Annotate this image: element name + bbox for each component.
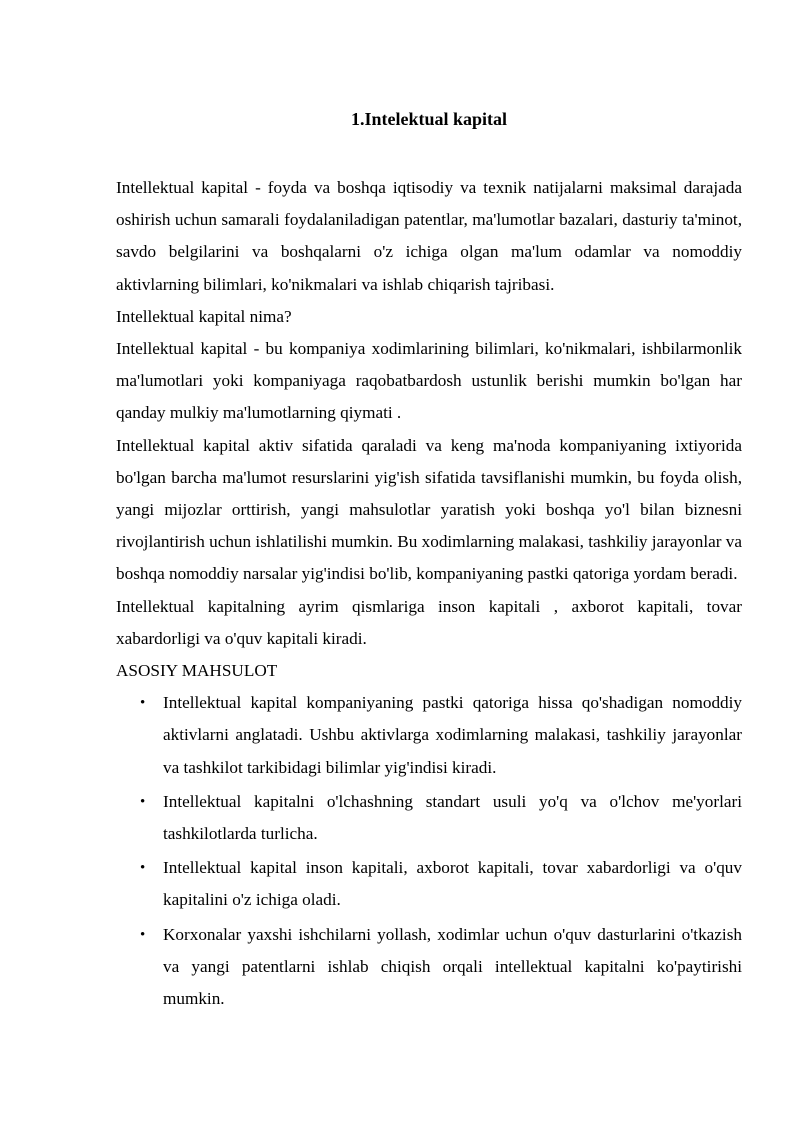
paragraph-definition: Intellektual kapital - foyda va boshqa iqtisodiy va texnik natijalarni maksimal darajada oshirish uchun samarali foydalaniladigan patentlar, ma'lumotlar bazalari, dasturiy ta'minot, savdo belgilarini va boshqalarni o'z ichiga olgan ma'lum odamlar va nomoddiy aktivlarning bilimlari, ko'nikmalari va ishlab chiqarish tajribasi. <box>116 178 742 294</box>
list-item-text: Intellektual kapital kompaniyaning pastki qatoriga hissa qo'shadigan nomoddiy aktivlarni anglatadi. Ushbu aktivlarga xodimlarning malakasi, tashkiliy jarayonlar va tashkilot tarkibidagi bilimlar yig'indisi kiradi. <box>163 693 742 777</box>
bullet-icon: • <box>140 793 146 810</box>
document-body <box>116 172 742 1015</box>
list-item-text: Intellektual kapitalni o'lchashning standart usuli yo'q va o'lchov me'yorlari tashkilotlarda turlicha. <box>163 791 742 844</box>
list-item-text: Intellektual kapital inson kapitali, axborot kapitali, tovar xabardorligi va o'quv kapitalini o'z ichiga oladi. <box>163 858 742 910</box>
paragraph-explanation: Intellektual kapital - bu kompaniya xodimlarining bilimlari, ko'nikmalari, ishbilarmonlik ma'lumotlari yoki kompaniyaga raqobatbardosh ustunlik berishi mumkin bo'lgan har qanday mulkiy ma'lumotlarning qiymati . <box>116 339 742 423</box>
section-heading-key-takeaways: ASOSIY MAHSULOT <box>116 661 278 681</box>
paragraph-components: Intellektual kapitalning ayrim qismlariga inson kapitali , axborot kapitali, tovar xabardorligi va o'quv kapitali kiradi. <box>116 596 742 648</box>
list-item <box>116 919 742 1016</box>
bullet-icon: • <box>140 860 146 877</box>
list-item <box>116 786 742 850</box>
bullet-icon: • <box>140 926 146 943</box>
list-item-text: Korxonalar yaxshi ishchilarni yollash, xodimlar uchun o'quv dasturlarini o'tkazish va yangi patentlarni ishlab chiqish orqali intellektual kapitalni ko'paytirishi mumkin. <box>163 924 742 1009</box>
bullet-icon: • <box>140 695 146 712</box>
list-item <box>116 852 742 916</box>
page-title: 1.Intelektual kapital <box>350 109 508 129</box>
list-item <box>116 687 742 784</box>
paragraph-asset-description: Intellektual kapital aktiv sifatida qaraladi va keng ma'noda kompaniyaning ixtiyorida bo'lgan barcha ma'lumot resurslarini yig'ish sifatida tavsiflanishi mumkin, bu foyda olish, yangi mijozlar orttirish, yangi mahsulotlar yaratish yoki boshqa yo'l bilan biznesni rivojlantirish uchun ishlatilishi mumkin. Bu xodimlarning malakasi, tashkiliy jarayonlar va boshqa nomoddiy narsalar yig'indisi bo'lib, kompaniyaning pastki qatoriga yordam beradi. <box>116 435 742 584</box>
key-takeaways-list <box>116 687 742 1015</box>
paragraph-question: Intellektual kapital nima? <box>116 306 292 326</box>
